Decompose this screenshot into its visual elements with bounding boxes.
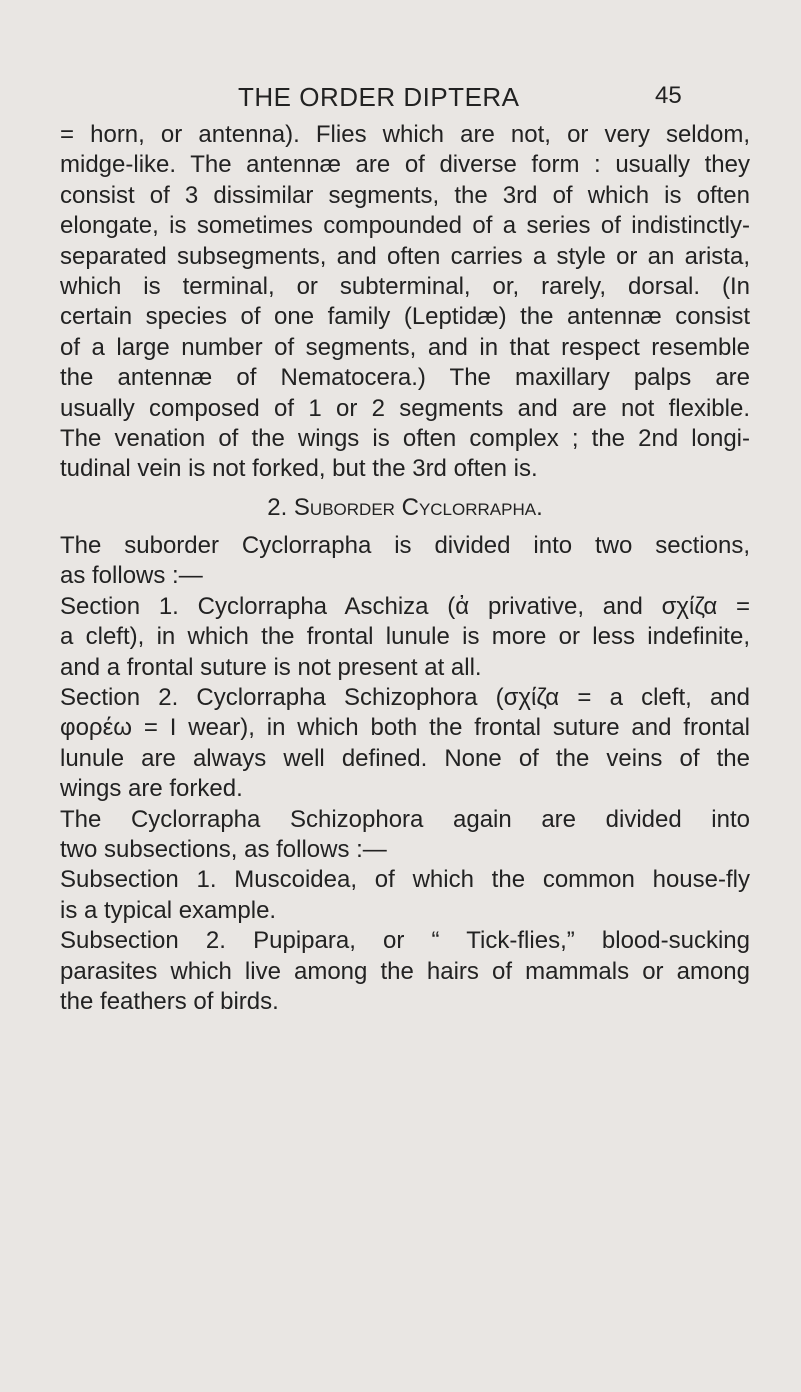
section-heading: [60, 493, 750, 523]
running-title: THE ORDER DIPTERA: [238, 82, 520, 112]
text-line: is a typical example.: [60, 896, 277, 924]
text-line: parasites which live among the hairs of mammals or among: [60, 957, 750, 985]
text-line: Subsection 2. Pupipara, or “ Tick-flies,” blood-sucking: [60, 927, 750, 955]
text-line: The venation of the wings is often complex ; the 2nd longi-: [60, 424, 750, 452]
text-line: the antennæ of Nematocera.) The maxillary palps are: [60, 364, 750, 392]
text-line: wings are forked.: [60, 775, 243, 803]
text-line: The suborder Cyclorrapha is divided into two sections,: [60, 532, 750, 560]
text-line: Subsection 1. Muscoidea, of which the common house-fly: [60, 866, 750, 894]
page-number: 45: [655, 82, 682, 109]
text-line: the feathers of birds.: [60, 987, 279, 1015]
text-line: elongate, is sometimes compounded of a series of indistinctly-: [60, 212, 750, 240]
text-line: certain species of one family (Leptidæ) the antennæ consist: [60, 303, 750, 331]
text-line: as follows :—: [60, 562, 203, 590]
section-title: Suborder Cyclorrapha.: [293, 493, 543, 521]
text-line: consist of 3 dissimilar segments, the 3rd of which is often: [60, 181, 750, 209]
text-line: = horn, or antenna). Flies which are not, or very seldom,: [60, 121, 750, 148]
text-line: usually composed of 1 or 2 segments and are not flexible.: [60, 394, 750, 422]
running-header: [0, 82, 801, 118]
text-line: a cleft), in which the frontal lunule is more or less indefinite,: [60, 623, 750, 651]
text-line: two subsections, as follows :—: [60, 835, 387, 863]
text-line: lunule are always well defined. None of the veins of the: [60, 744, 750, 772]
text-line: of a large number of segments, and in that respect resemble: [60, 333, 750, 361]
paragraph-antennae: [60, 120, 750, 485]
text-line: tudinal vein is not forked, but the 3rd often is.: [60, 455, 538, 483]
text-line: midge-like. The antennæ are of diverse form : usually they: [60, 151, 750, 179]
page-body: [60, 120, 750, 1017]
text-line: The Cyclorrapha Schizophora again are divided into: [60, 805, 750, 833]
text-line: separated subsegments, and often carries a style or an arista,: [60, 242, 750, 270]
text-line: φορέω = I wear), in which both the frontal suture and frontal: [60, 714, 750, 742]
text-line: Section 2. Cyclorrapha Schizophora (σχίζα = a cleft, and: [60, 684, 750, 712]
text-line: Section 1. Cyclorrapha Aschiza (ἀ privative, and σχίζα =: [60, 592, 750, 620]
section-number: 2.: [267, 493, 288, 521]
text-line: which is terminal, or subterminal, or, rarely, dorsal. (In: [60, 272, 750, 300]
text-line: and a frontal suture is not present at all.: [60, 653, 482, 681]
paragraph-sections: [60, 531, 750, 1017]
